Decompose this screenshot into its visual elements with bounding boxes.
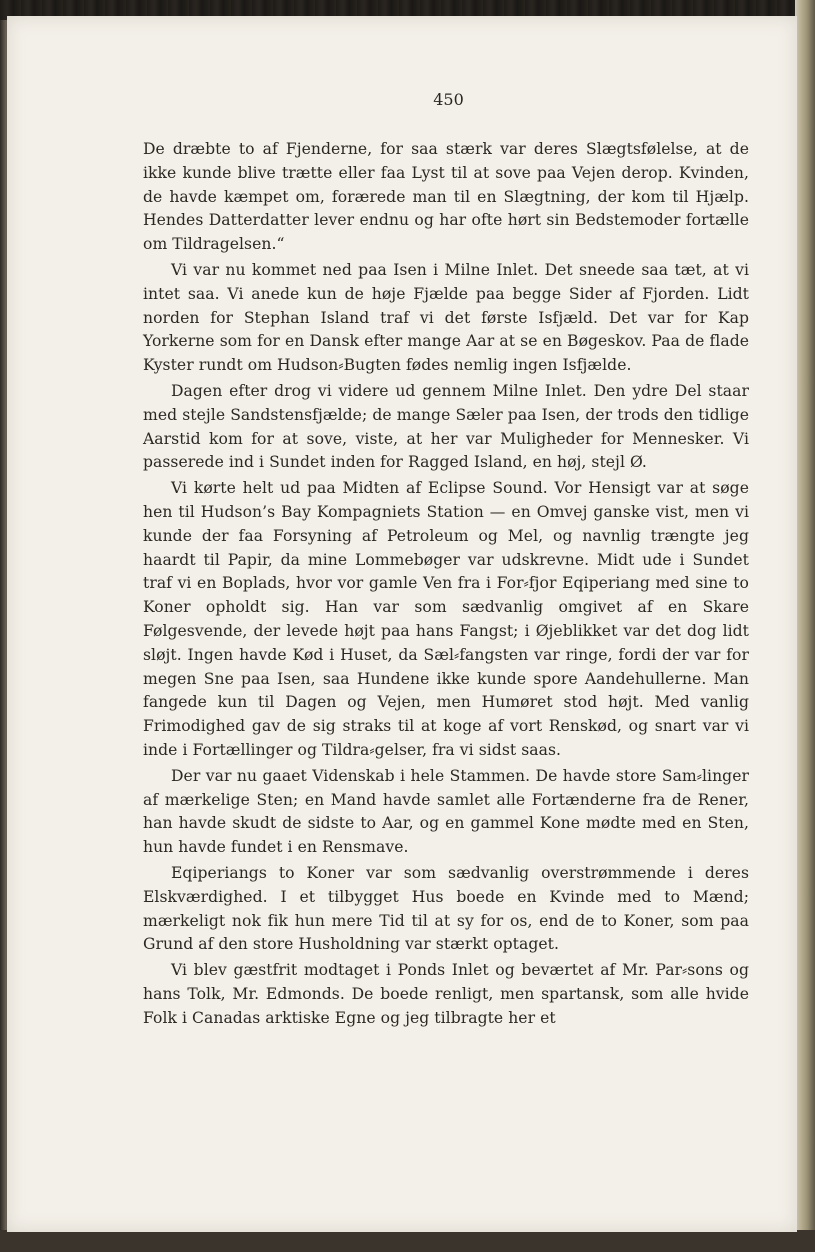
paragraph-3: Dagen efter drog vi videre ud gennem Milne Inlet. Den ydre Del staar med stejle Sandstensfjælde; de mange Sæler paa Isen, der trods den tidlige Aarstid kom for at sove, viste, at her var Muligheder for Mennesker. Vi passerede ind i Sundet inden for Ragged Island, en høj, stejl Ø. xyxy=(143,381,749,472)
paragraph-5: Der var nu gaaet Videnskab i hele Stammen. De havde store Sam⸗linger af mærkelige Sten; en Mand havde samlet alle Fortænderne fra de Rener, han havde skudt de sidste to Aar, og en gammel Kone mødte med en Sten, hun havde fundet i en Rensmave. xyxy=(143,766,749,857)
body-text xyxy=(143,138,749,1032)
paragraph-4: Vi kørte helt ud paa Midten af Eclipse Sound. Vor Hensigt var at søge hen til Hudson’s Bay Kompagniets Station — en Omvej ganske vist, men vi kunde der faa Forsyning af Petroleum og Mel, og navnlig trængte jeg haardt til Papir, da mine Lommebøger var udskrevne. Midt ude i Sundet traf vi en Boplads, hvor vor gamle Ven fra i For⸗fjor Eqiperiang med sine to Koner opholdt sig. Han var som sædvanlig omgivet af en Skare Følgesvende, der levede højt paa hans Fangst; i Øjeblikket var det dog lidt sløjt. Ingen havde Kød i Huset, da Sæl⸗fangsten var ringe, fordi der var for megen Sne paa Isen, saa Hundene ikke kunde spore Aandehullerne. Man fangede kun til Dagen og Vejen, men Humøret stod højt. Med vanlig Frimodighed gav de sig straks til at koge af vort Renskød, og snart var vi inde i Fortællinger og Tildra⸗gelser, fra vi sidst saas. xyxy=(143,479,749,759)
paragraph-1: De dræbte to af Fjenderne, for saa stærk var deres Slægtsfølelse, at de ikke kunde blive trætte eller faa Lyst til at sove paa Vejen derop. Kvinden, de havde kæmpet om, forærede man til en Slægtning, der kom til Hjælp. Hendes Datterdatter lever endnu og har ofte hørt sin Bedstemoder fortælle om Tildragelsen.“ xyxy=(143,140,749,254)
paragraph-2: Vi var nu kommet ned paa Isen i Milne Inlet. Det sneede saa tæt, at vi intet saa. Vi anede kun de høje Fjælde paa begge Sider af Fjorden. Lidt norden for Stephan Island traf vi det første Isfjæld. Det var for Kap Yorkerne som for en Dansk efter mange Aar at se en Bøgeskov. Paa de flade Kyster rundt om Hudson⸗Bugten fødes nemlig ingen Isfjælde. xyxy=(143,260,749,375)
scan-right-edge xyxy=(795,0,815,1252)
scan-bottom-edge xyxy=(0,1230,815,1252)
page-number: 450 xyxy=(433,90,464,109)
paragraph-6: Eqiperiangs to Koner var som sædvanlig overstrømmende i deres Elskværdighed. I et tilbygget Hus boede en Kvinde med to Mænd; mærkeligt nok fik hun mere Tid til at sy for os, end de to Koner, som paa Grund af den store Husholdning var stærkt optaget. xyxy=(143,863,749,954)
paragraph-7: Vi blev gæstfrit modtaget i Ponds Inlet og beværtet af Mr. Par⸗sons og hans Tolk, Mr. Edmonds. De boede renligt, men spartansk, som alle hvide Folk i Canadas arktiske Egne og jeg tilbragte her et xyxy=(143,961,749,1027)
